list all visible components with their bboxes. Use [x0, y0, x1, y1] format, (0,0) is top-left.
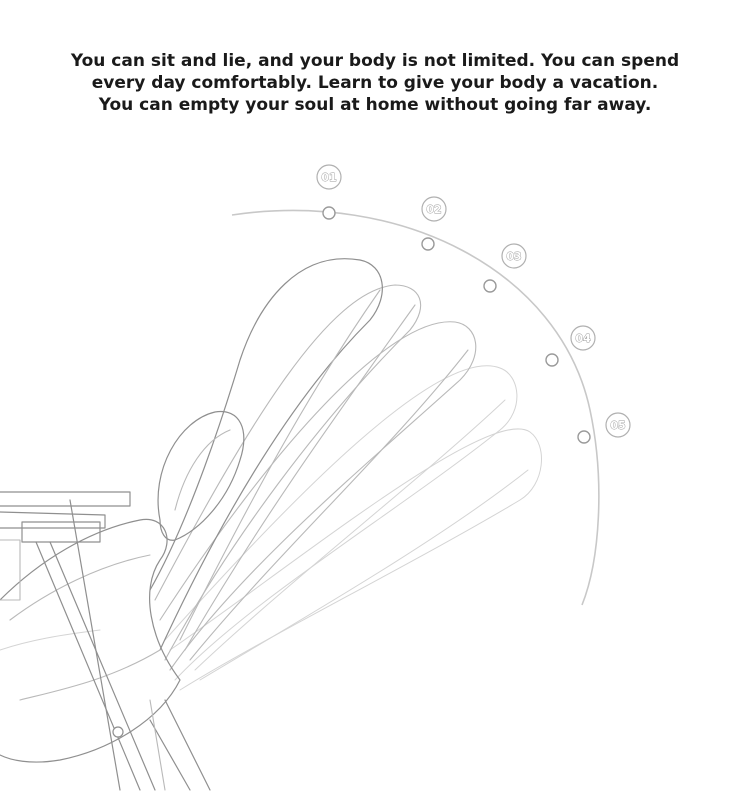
recline-arc [232, 210, 599, 605]
headline-line-3: You can empty your soul at home without going far away. [98, 95, 652, 115]
position-marker-05 [578, 413, 630, 443]
backrest-position-4 [165, 366, 517, 680]
headline-line-1: You can sit and lie, and your body is not limited. You can spend [70, 51, 680, 71]
position-marker-02 [422, 197, 446, 250]
position-label-02: 02 [426, 203, 442, 216]
headline-line-2: every day comfortably. Learn to give your body a vacation. [91, 73, 659, 93]
position-label-03: 03 [506, 250, 522, 263]
position-label-01: 01 [321, 171, 337, 184]
backrest-position-3 [160, 322, 476, 670]
position-label-04: 04 [575, 332, 591, 345]
position-marker-04 [546, 326, 595, 366]
backrest-position-2 [155, 285, 421, 660]
position-label-05: 05 [610, 419, 626, 432]
